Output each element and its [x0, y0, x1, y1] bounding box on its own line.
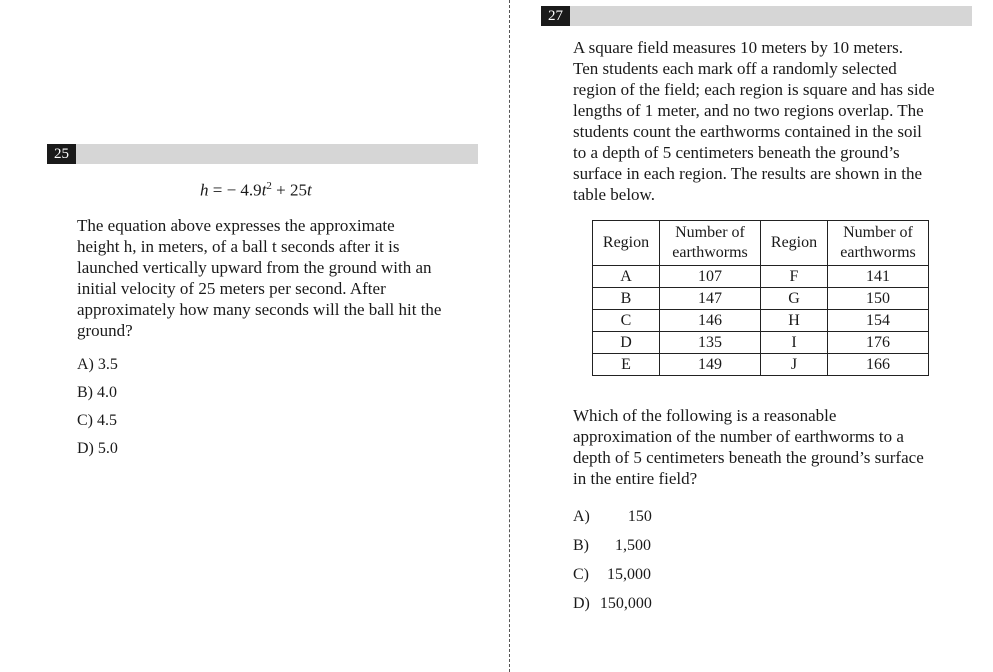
text-line: table below.: [573, 185, 655, 204]
table-cell: 147: [660, 288, 761, 310]
choice-c[interactable]: C) 4.5: [77, 412, 117, 429]
choice-value: 150,000: [599, 595, 652, 612]
text-line: in the entire field?: [573, 469, 698, 488]
text-line: Ten students each mark off a randomly selected: [573, 59, 897, 78]
choice-letter: D): [573, 595, 590, 612]
text-line: approximation of the number of earthworms to a: [573, 427, 904, 446]
table-row: [593, 332, 929, 354]
table-row: [593, 266, 929, 288]
table-row: [593, 354, 929, 376]
equation-coeff: = − 4.9: [208, 180, 262, 200]
table-row: [593, 288, 929, 310]
header-count: [660, 221, 761, 266]
text-line: surface in each region. The results are shown in the: [573, 164, 923, 183]
table-cell: 135: [660, 332, 761, 354]
equation-exponent: 2: [266, 180, 272, 192]
table-cell: H: [761, 310, 828, 332]
table-cell: C: [593, 310, 660, 332]
table-cell: 146: [660, 310, 761, 332]
text-line: to a depth of 5 centimeters beneath the ground’s: [573, 143, 900, 162]
choice-value: 150: [627, 508, 652, 525]
text-line: A square field measures 10 meters by 10 meters.: [573, 38, 903, 57]
page-divider: [509, 0, 510, 672]
text-line: The equation above expresses the approximate: [77, 216, 395, 235]
header-region: [761, 221, 828, 266]
table-cell: I: [761, 332, 828, 354]
equation-t2: t: [307, 180, 312, 200]
text-line: launched vertically upward from the ground with an: [77, 258, 432, 277]
header-text: earthworms: [672, 244, 748, 261]
table-cell: J: [761, 354, 828, 376]
text-line: region of the field; each region is square and has side: [573, 80, 935, 99]
table-cell: E: [593, 354, 660, 376]
table-cell: F: [761, 266, 828, 288]
header-text: Number of: [675, 224, 745, 241]
table-cell: 150: [828, 288, 929, 310]
choice-letter: A): [573, 508, 590, 525]
text-line: ground?: [77, 321, 133, 340]
text-line: lengths of 1 meter, and no two regions overlap. The: [573, 101, 924, 120]
earthworm-table: [592, 220, 929, 376]
choice-b[interactable]: [573, 537, 651, 555]
choice-letter: B): [573, 537, 589, 554]
header-text: earthworms: [840, 244, 916, 261]
choice-a[interactable]: A) 3.5: [77, 356, 118, 373]
header-text: Region: [602, 234, 650, 251]
question-27-prompt: [573, 405, 973, 489]
table-cell: 141: [828, 266, 929, 288]
text-line: height h, in meters, of a ball t seconds after it is: [77, 237, 400, 256]
header-text: Number of: [843, 224, 913, 241]
question-27-header: [541, 6, 972, 26]
table-cell: A: [593, 266, 660, 288]
equation-t: t: [261, 180, 267, 200]
table-row: [593, 310, 929, 332]
header-text: Region: [770, 234, 818, 251]
table-cell: D: [593, 332, 660, 354]
choice-letter: C): [573, 566, 589, 583]
choice-b[interactable]: B) 4.0: [77, 384, 117, 401]
question-25-header: [47, 144, 478, 164]
text-line: depth of 5 centimeters beneath the ground’s surface: [573, 448, 924, 467]
table-cell: 149: [660, 354, 761, 376]
table-cell: 107: [660, 266, 761, 288]
table-cell: 166: [828, 354, 929, 376]
choice-c[interactable]: [573, 566, 651, 584]
text-line: initial velocity of 25 meters per second. After: [77, 279, 386, 298]
equation-h: h: [200, 180, 209, 200]
equation-linear: + 25: [271, 180, 308, 200]
choice-d[interactable]: [573, 595, 652, 613]
text-line: approximately how many seconds will the ball hit the: [77, 300, 442, 319]
text-line: Which of the following is a reasonable: [573, 406, 837, 425]
question-25-text: [77, 215, 487, 341]
text-line: students count the earthworms contained in the soil: [573, 122, 922, 141]
header-region: [593, 221, 660, 266]
header-count: [828, 221, 929, 266]
choice-value: 1,500: [615, 537, 651, 554]
question-number: 27: [541, 6, 570, 26]
table-header-row: [593, 221, 929, 266]
table-cell: G: [761, 288, 828, 310]
table-cell: B: [593, 288, 660, 310]
table-cell: 154: [828, 310, 929, 332]
equation: [200, 180, 312, 201]
choice-d[interactable]: D) 5.0: [77, 440, 118, 457]
question-27-intro: [573, 37, 973, 205]
question-number: 25: [47, 144, 76, 164]
table-cell: 176: [828, 332, 929, 354]
choice-a[interactable]: [573, 508, 652, 526]
choice-value: 15,000: [607, 566, 651, 583]
